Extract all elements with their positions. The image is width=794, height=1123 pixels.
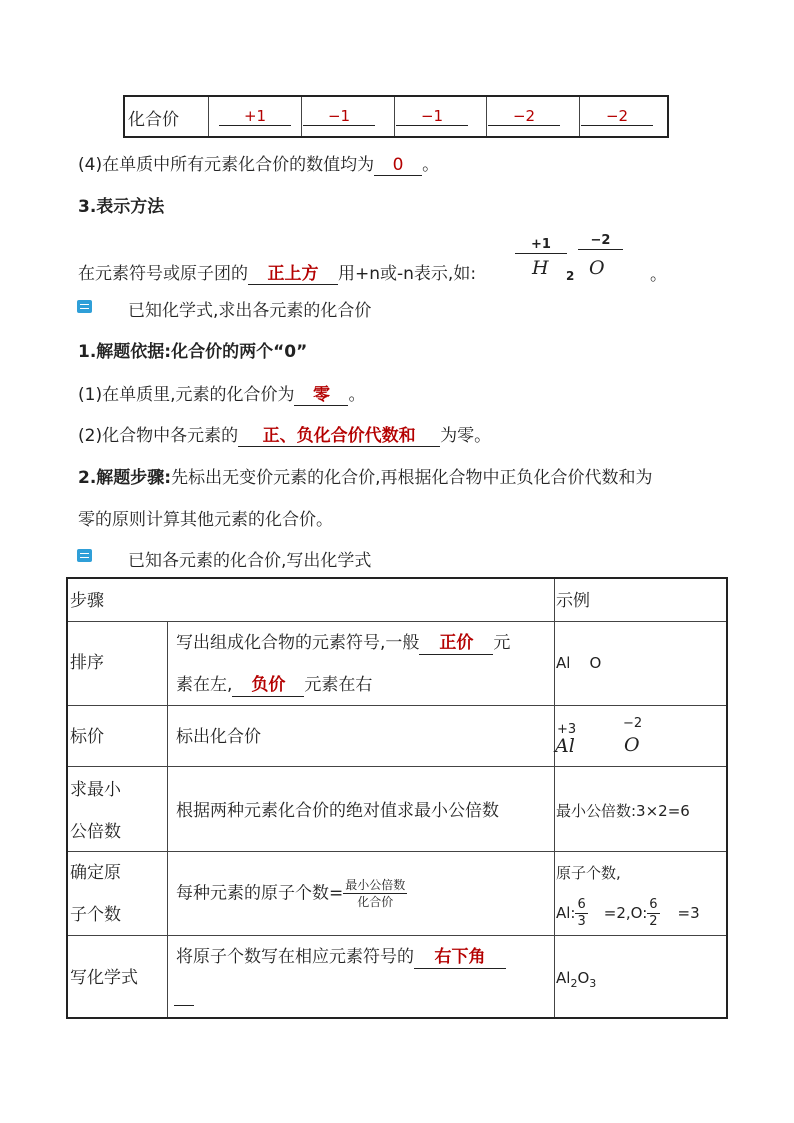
h-charge: +1 [515,237,567,254]
sort-desc-suffix2: 元素在右 [304,675,373,695]
ex-h: H [532,257,549,279]
valence-table [123,95,669,138]
valence-cell [208,97,301,136]
o-label: O: [630,904,648,922]
sort-answer-positive: 正价 [419,632,493,655]
o-fraction-den: 2 [649,914,658,929]
step-lcm-1: 求最小 [70,780,121,800]
steps-line2: 零的原则计算其他元素的化合价。 [78,510,333,530]
sort-desc-line2 [176,669,372,701]
valence-cell [486,97,579,136]
ex-al: Al [555,735,575,757]
step-count-2: 子个数 [70,905,121,925]
sort-desc-text2: 素在左, [176,675,233,695]
sort-example: Al O [556,654,602,672]
section3-end: 。 [650,265,667,285]
lcm-desc: 根据两种元素化合价的绝对值求最小公倍数 [176,801,499,821]
valence-value: −2 [488,107,560,126]
steps-line1 [78,463,653,488]
section3-text: 在元素符号或原子团的 [78,264,248,284]
section3-text-after: 用+n或-n表示,如: [338,264,477,284]
ex-o: O [589,257,605,279]
steps-text: 先标出无变价元素的化合价,再根据化合物中正负化合价代数和为 [171,468,653,488]
sort-desc-line1 [176,627,510,659]
step-lcm-2: 公倍数 [70,822,121,842]
valence-cell [301,97,394,136]
basis-title: 1.解题依据:化合价的两个“0” [78,342,308,362]
sort-desc-text: 写出组成化合物的元素符号,一般 [176,633,420,653]
valence-cell [579,97,667,136]
al-result: =2, [603,904,631,922]
o-charge: −2 [578,233,623,250]
formula-al-sub: 2 [570,977,578,990]
basis-p2 [78,421,491,447]
fraction-numerator: 最小公倍数 [345,878,406,892]
o-fraction-num: 6 [649,897,658,912]
basis-p2-suffix: 为零。 [440,426,492,446]
item4-text: (4)在单质中所有元素化合价的数值均为 [78,155,375,175]
item4-answer: 0 [374,155,422,176]
count-example-line1: 原子个数, [556,864,621,882]
lcm-example: 最小公倍数:3×2=6 [556,802,690,820]
step-count-1: 确定原 [70,863,121,883]
basis-p1-suffix: 。 [348,385,366,405]
al-fraction-num: 6 [577,897,586,912]
formula-o-sub: 3 [589,977,597,990]
sort-desc-suffix: 元 [493,633,511,653]
step-mark: 标价 [70,727,104,747]
note-icon [77,300,92,313]
header-example: 示例 [556,591,590,611]
o-result: =3 [677,904,700,922]
formula-o: O [577,969,590,987]
valence-cell [394,97,486,136]
header-step: 步骤 [70,591,104,611]
steps-table [66,577,728,1019]
section3-title: 3.表示方法 [78,197,165,217]
write-desc-text: 将原子个数写在相应元素符号的 [176,947,414,967]
basis-p1-answer: 零 [294,380,348,406]
valence-label: 化合价 [128,110,179,130]
write-answer: 右下角 [414,946,506,969]
basis-p2-text: (2)化合物中各元素的 [78,426,239,446]
count-fraction [343,877,407,910]
block2-heading: 已知各元素的化合价,写出化学式 [128,551,372,571]
item4-line [78,150,439,176]
al-charge: +3 [557,722,577,737]
step-sort: 排序 [70,653,104,673]
col-divider [554,579,555,1017]
o-fraction [647,897,659,930]
valence-value: +1 [219,107,291,126]
write-trailing-blank [174,1005,194,1006]
count-desc-text: 每种元素的原子个数= [176,883,344,904]
block1-heading: 已知化学式,求出各元素的化合价 [128,301,372,321]
note-icon [77,549,92,562]
section3-line [78,259,476,285]
item4-suffix: 。 [422,155,440,175]
steps-title: 2.解题步骤: [78,468,172,488]
step-write: 写化学式 [70,968,138,988]
al-fraction [575,897,587,930]
col-divider [167,621,168,1017]
count-example-line2 [556,897,700,930]
valence-value: −1 [396,107,468,126]
valence-value: −1 [303,107,375,126]
write-desc [176,941,506,973]
write-example [556,962,596,1000]
formula-al: Al [556,969,571,987]
al-fraction-den: 3 [577,914,586,929]
section3-answer: 正上方 [248,259,338,285]
ex-h-sub: 2 [566,269,575,283]
fraction-denominator: 化合价 [357,895,394,909]
o-charge-2: −2 [623,716,643,731]
mark-desc: 标出化合价 [176,727,261,747]
ex-o-2: O [624,734,640,756]
sort-answer-negative: 负价 [232,674,304,697]
count-desc [176,877,407,910]
valence-value: −2 [581,107,653,126]
basis-p1 [78,380,365,406]
basis-p1-text: (1)在单质里,元素的化合价为 [78,385,295,405]
al-label: Al: [556,904,576,922]
basis-p2-answer: 正、负化合价代数和 [238,421,440,447]
